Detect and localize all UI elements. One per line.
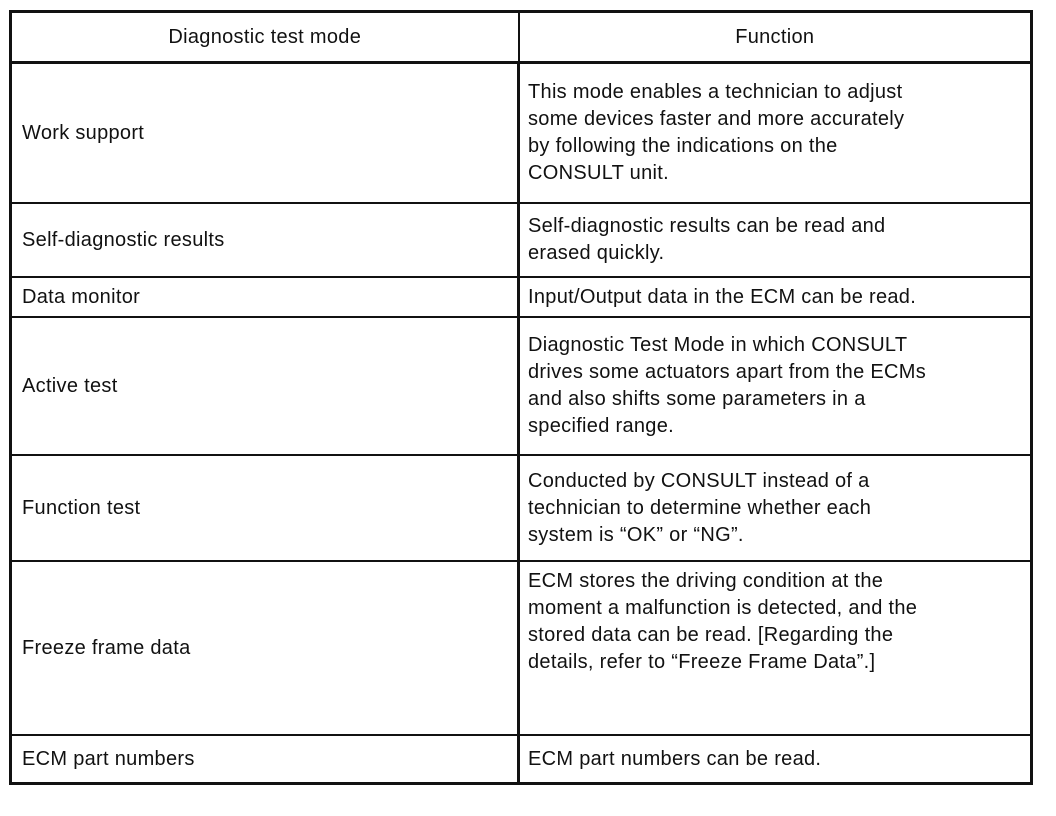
function-line: stored data can be read. [Regarding the (528, 624, 894, 646)
function-cell (519, 561, 1032, 735)
header-diagnostic-test-mode: Diagnostic test mode (11, 12, 519, 63)
mode-cell: Self-diagnostic results (11, 203, 519, 277)
function-line: drives some actuators apart from the ECMs (528, 361, 926, 383)
diagnostic-modes-table (9, 10, 1033, 785)
mode-cell: Active test (11, 317, 519, 455)
function-line: erased quickly. (528, 242, 665, 264)
mode-cell: Freeze frame data (11, 561, 519, 735)
function-line: by following the indications on the (528, 135, 838, 157)
function-cell (519, 203, 1032, 277)
table-row (11, 561, 1032, 735)
function-line: technician to determine whether each (528, 496, 872, 519)
function-cell (519, 63, 1032, 204)
function-cell (519, 735, 1032, 784)
table-row (11, 63, 1032, 204)
function-line: Input/Output data in the ECM can be read. (528, 285, 917, 308)
table-row (11, 455, 1032, 561)
function-line: some devices faster and more accurately (528, 108, 905, 130)
table-header-row (11, 12, 1032, 63)
table-row (11, 203, 1032, 277)
mode-cell: Function test (11, 455, 519, 561)
function-line: Conducted by CONSULT instead of a (528, 469, 870, 492)
function-line: Self-diagnostic results can be read and (528, 215, 886, 237)
function-cell (519, 317, 1032, 455)
function-cell (519, 277, 1032, 317)
table-row (11, 277, 1032, 317)
table-row (11, 735, 1032, 784)
function-line: details, refer to “Freeze Frame Data”.] (528, 651, 876, 673)
function-line: CONSULT unit. (528, 162, 669, 184)
mode-cell: Data monitor (11, 277, 519, 317)
mode-cell: Work support (11, 63, 519, 204)
function-line: ECM part numbers can be read. (528, 747, 822, 770)
function-cell (519, 455, 1032, 561)
function-line: specified range. (528, 415, 675, 437)
function-line: and also shifts some parameters in a (528, 388, 866, 410)
function-line: moment a malfunction is detected, and the (528, 597, 918, 619)
header-function: Function (519, 12, 1032, 63)
function-line: ECM stores the driving condition at the (528, 570, 884, 592)
mode-cell: ECM part numbers (11, 735, 519, 784)
table-row (11, 317, 1032, 455)
function-line: Diagnostic Test Mode in which CONSULT (528, 334, 908, 356)
function-line: This mode enables a technician to adjust (528, 81, 903, 103)
function-line: system is “OK” or “NG”. (528, 523, 744, 546)
